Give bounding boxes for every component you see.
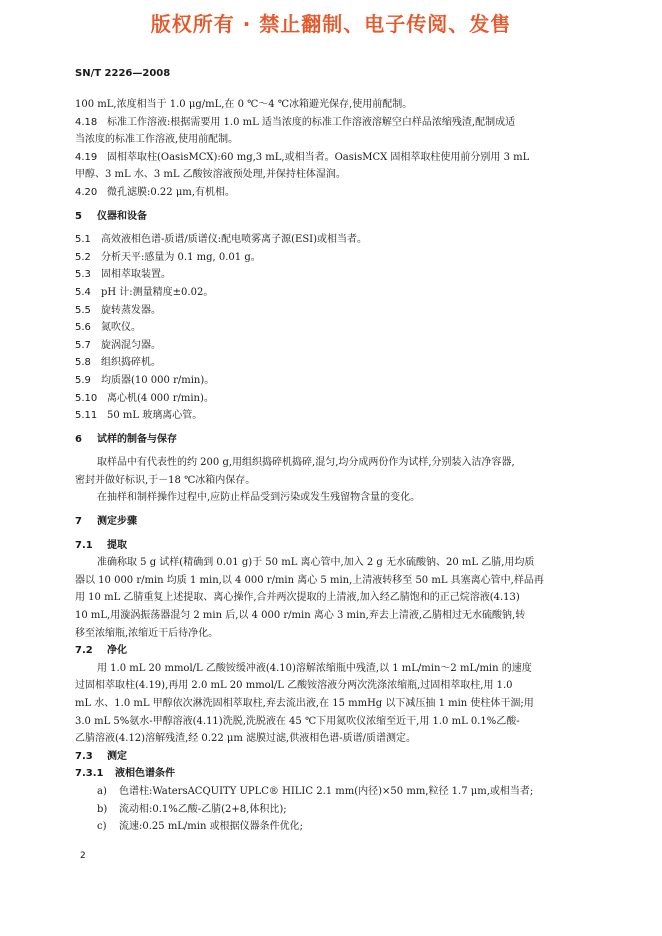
clause-number: 5.2	[75, 251, 91, 263]
clause-5-11	[75, 407, 587, 425]
section-number: 7	[75, 516, 82, 528]
subsection-heading-7-3-1	[75, 765, 587, 783]
subsection-title: 净化	[107, 645, 127, 657]
document-number: SN/T 2226—2008	[75, 68, 171, 79]
clause-4-20	[75, 184, 587, 202]
clause-5-10	[75, 390, 587, 408]
clause-5-5	[75, 302, 587, 320]
clause-4-19	[75, 149, 587, 167]
list-label: b)	[97, 803, 108, 815]
clause-5-6	[75, 319, 587, 337]
list-text: 流动相:0.1%乙酸-乙腈(2+8,体积比);	[119, 803, 287, 815]
section-heading-6	[75, 431, 587, 449]
paragraph-line: mL 水、1.0 mL 甲醇依次淋洗固相萃取柱,弃去流出液,在 15 mmHg 以下减压抽 1 min 使柱体干涸;用	[75, 698, 534, 709]
clause-number: 5.11	[75, 410, 98, 422]
clause-text: 50 mL 玻璃离心管。	[107, 410, 203, 422]
clause-number: 4.18	[75, 116, 98, 128]
clause-number: 5.8	[75, 357, 91, 369]
subsection-title: 液相色谱条件	[115, 768, 175, 780]
clause-number: 5.4	[75, 286, 91, 298]
page-number: 2	[80, 851, 86, 861]
clause-text: 标准工作溶液:根据需要用 1.0 mL 适当浓度的标准工作溶液溶解空白样品浓缩残渣,配制成适	[107, 116, 516, 128]
clause-5-4	[75, 284, 587, 302]
clause-text: 固相萃取装置。	[101, 269, 171, 281]
paragraph-line: 用 1.0 mL 20 mmol/L 乙酸铵缓冲液(4.10)溶解浓缩瓶中残渣,以 1 mL/min～2 mL/min 的速度	[97, 662, 532, 674]
list-text: 色谱柱:WatersACQUITY UPLC® HILIC 2.1 mm(内径)×50 mm,粒径 1.7 μm,或相当者;	[119, 785, 534, 797]
clause-4-18	[75, 114, 587, 132]
clause-text: 组织捣碎机。	[101, 357, 161, 369]
clause-number: 4.20	[75, 186, 98, 198]
section-number: 6	[75, 433, 82, 445]
section-title: 测定步骤	[97, 516, 137, 528]
list-item-a	[75, 783, 587, 801]
paragraph-line: 移至浓缩瓶,浓缩近干后待净化。	[75, 627, 219, 639]
paragraph-line: 密封并做好标识,于－18 ℃冰箱内保存。	[75, 474, 256, 486]
subsection-heading-7-2	[75, 642, 587, 660]
clause-number: 5.3	[75, 269, 91, 281]
paragraph-line: 过固相萃取柱(4.19),再用 2.0 mL 20 mmol/L 乙酸铵溶液分两次洗涤浓缩瓶,过固相萃取柱,用 1.0	[75, 680, 513, 692]
subsection-heading-7-1	[75, 537, 587, 555]
paragraph-line: 乙腈溶液(4.12)溶解残渣,经 0.22 μm 滤膜过滤,供液相色谱-质谱/质谱测定。	[75, 733, 416, 745]
clause-number: 5.10	[75, 392, 98, 404]
subsection-number: 7.3.1	[75, 768, 104, 780]
paragraph-line: 器以 10 000 r/min 均质 1 min,以 4 000 r/min 离心 5 min,上清液转移至 50 mL 具塞离心管中,样品再	[75, 574, 544, 586]
section-heading-5	[75, 208, 587, 226]
clause-text: 高效液相色谱-质谱/质谱仪:配电喷雾离子源(ESI)或相当者。	[101, 234, 368, 246]
clause-number: 5.6	[75, 322, 91, 334]
clause-text: pH 计:测量精度±0.02。	[101, 286, 214, 298]
paragraph-line: 在抽样和制样操作过程中,应防止样品受到污染或发生残留物含量的变化。	[97, 492, 421, 504]
clause-number: 5.9	[75, 374, 91, 386]
list-item-c	[75, 818, 587, 836]
paragraph-line: 10 mL,用漩涡振荡器混匀 2 min 后,以 4 000 r/min 离心 3 min,弃去上清液,乙腈相过无水硫酸钠,转	[75, 610, 526, 622]
clause-text: 均质器(10 000 r/min)。	[101, 374, 215, 386]
clause-text: 固相萃取柱(OasisMCX):60 mg,3 mL,或相当者。OasisMCX 固相萃取柱使用前分别用 3 mL	[107, 151, 530, 163]
clause-number: 4.19	[75, 151, 98, 163]
subsection-number: 7.2	[75, 645, 93, 657]
list-label: a)	[97, 785, 107, 797]
watermark: 版权所有 · 禁止翻制、电子传阅、发售	[150, 12, 512, 36]
section-number: 5	[75, 210, 82, 222]
paragraph-line: 甲醇、3 mL 水、3 mL 乙酸铵溶液预处理,并保持柱体湿润。	[75, 169, 346, 181]
clause-5-1	[75, 231, 587, 249]
clause-5-8	[75, 354, 587, 372]
subsection-number: 7.3	[75, 750, 93, 762]
clause-5-9	[75, 372, 587, 390]
subsection-title: 提取	[107, 539, 127, 551]
clause-5-2	[75, 249, 587, 267]
clause-text: 旋转蒸发器。	[101, 304, 161, 316]
section-title: 仪器和设备	[97, 210, 147, 222]
paragraph-line: 准确称取 5 g 试样(精确到 0.01 g)于 50 mL 离心管中,加入 2 g 无水硫酸钠、20 mL 乙腈,用均质	[97, 557, 535, 569]
clause-text: 氮吹仪。	[101, 322, 141, 334]
clause-text: 分析天平:感量为 0.1 mg, 0.01 g。	[101, 251, 261, 263]
list-item-b	[75, 801, 587, 819]
paragraph-line: 取样品中有代表性的约 200 g,用组织捣碎机捣碎,混匀,均分成两份作为试样,分别装入洁净容器,	[97, 457, 515, 469]
paragraph-line: 3.0 mL 5%氨水-甲醇溶液(4.11)洗脱,洗脱液在 45 ℃下用氮吹仪浓缩至近干,用 1.0 mL 0.1%乙酸-	[75, 715, 520, 727]
section-heading-7	[75, 513, 587, 531]
clause-5-3	[75, 266, 587, 284]
subsection-heading-7-3	[75, 748, 587, 766]
paragraph-line: 当浓度的标准工作溶液,使用前配制。	[75, 134, 239, 146]
clause-5-7	[75, 337, 587, 355]
clause-text: 离心机(4 000 r/min)。	[107, 392, 214, 404]
subsection-number: 7.1	[75, 539, 93, 551]
paragraph-line: 用 10 mL 乙腈重复上述提取、离心操作,合并两次提取的上清液,加入经乙腈饱和的正己烷溶液(4.13)	[75, 592, 520, 604]
list-text: 流速:0.25 mL/min 或根据仪器条件优化;	[119, 821, 303, 833]
clause-number: 5.5	[75, 304, 91, 316]
clause-number: 5.7	[75, 339, 91, 351]
section-title: 试样的制备与保存	[97, 433, 177, 445]
document-body	[75, 96, 587, 836]
clause-text: 微孔滤膜:0.22 μm,有机相。	[107, 186, 235, 198]
paragraph-line: 100 mL,浓度相当于 1.0 μg/mL,在 0 ℃～4 ℃冰箱避光保存,使用前配制。	[75, 99, 413, 110]
clause-number: 5.1	[75, 234, 91, 246]
list-label: c)	[97, 821, 107, 833]
clause-text: 旋涡混匀器。	[101, 339, 161, 351]
subsection-title: 测定	[107, 750, 127, 762]
